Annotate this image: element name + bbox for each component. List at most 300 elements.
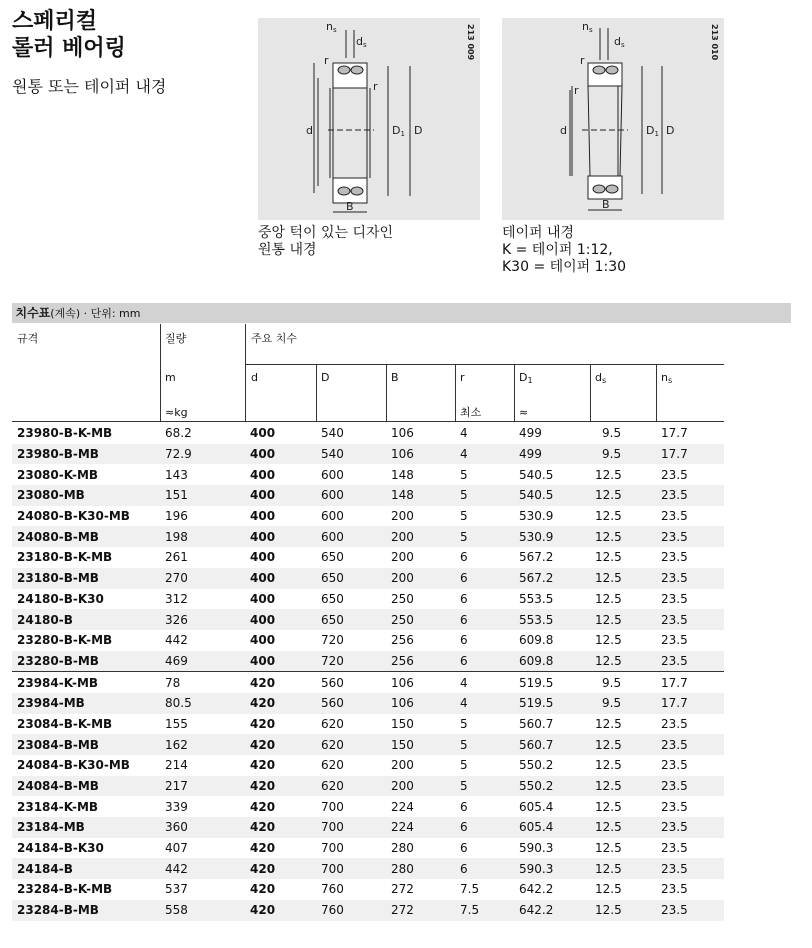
caption-line: 원통 내경 xyxy=(258,242,317,258)
table-row xyxy=(12,714,724,735)
col-header-D1-main: D xyxy=(519,371,528,384)
cell-B: 224 xyxy=(386,817,455,838)
title-line-1: 스페리컬 xyxy=(12,9,98,34)
table-row xyxy=(12,693,724,714)
table-row xyxy=(12,879,724,900)
caption-line: 중앙 턱이 있는 디자인 xyxy=(258,225,394,241)
cell-D: 650 xyxy=(316,547,386,568)
cell-ds: 9.5 xyxy=(590,423,656,444)
fig2-r-label-1: r xyxy=(580,54,585,67)
col-header-ns-sub: s xyxy=(667,376,673,385)
cell-B: 272 xyxy=(386,900,455,921)
cell-designation: 23284-B-K-MB xyxy=(12,879,160,900)
cell-ds: 12.5 xyxy=(590,589,656,610)
cell-ns: 17.7 xyxy=(656,444,724,465)
cell-mass: 339 xyxy=(160,796,245,817)
cell-r: 5 xyxy=(455,776,514,797)
cell-D: 620 xyxy=(316,714,386,735)
cell-ds: 12.5 xyxy=(590,734,656,755)
fig1-code: 213 009 xyxy=(466,24,475,61)
cell-D: 600 xyxy=(316,526,386,547)
cell-d: 400 xyxy=(245,609,316,630)
cell-B: 256 xyxy=(386,651,455,672)
caption-line: K30 = 테이퍼 1:30 xyxy=(502,259,627,275)
cell-D1: 499 xyxy=(514,423,590,444)
cell-d: 400 xyxy=(245,651,316,672)
cell-B: 150 xyxy=(386,714,455,735)
cell-ns: 23.5 xyxy=(656,589,724,610)
cell-d: 400 xyxy=(245,589,316,610)
table-row xyxy=(12,464,724,485)
cell-r: 7.5 xyxy=(455,879,514,900)
cell-ns: 23.5 xyxy=(656,796,724,817)
cell-d: 420 xyxy=(245,838,316,859)
cell-mass: 558 xyxy=(160,900,245,921)
bearing-drawing-tapered xyxy=(502,18,724,220)
cell-D: 600 xyxy=(316,506,386,527)
fig2-D-label: D xyxy=(666,124,675,137)
table-row xyxy=(12,444,724,465)
cell-ns: 17.7 xyxy=(656,693,724,714)
cell-D: 650 xyxy=(316,589,386,610)
cell-d: 420 xyxy=(245,734,316,755)
cell-ds: 9.5 xyxy=(590,444,656,465)
fig1-D1-label: D1 xyxy=(392,124,405,138)
cell-r: 6 xyxy=(455,796,514,817)
cell-ds: 12.5 xyxy=(590,609,656,630)
cell-designation: 23180-B-K-MB xyxy=(12,547,160,568)
cell-d: 420 xyxy=(245,672,316,693)
cell-r: 4 xyxy=(455,672,514,693)
col-header-ds-sub: s xyxy=(601,376,607,385)
table-row xyxy=(12,423,724,444)
table-title-unit: (계속) · 단위: mm xyxy=(50,307,141,320)
fig2-D1-label: D1 xyxy=(646,124,659,138)
cell-D: 600 xyxy=(316,464,386,485)
fig2-code: 213 010 xyxy=(710,24,719,61)
cell-ds: 12.5 xyxy=(590,506,656,527)
table-row xyxy=(12,817,724,838)
cell-r: 5 xyxy=(455,734,514,755)
header-divider xyxy=(656,365,657,421)
cell-d: 420 xyxy=(245,858,316,879)
figure-tapered-bore xyxy=(502,18,724,220)
cell-r: 5 xyxy=(455,526,514,547)
col-header-r: r xyxy=(460,371,465,384)
cell-ds: 12.5 xyxy=(590,858,656,879)
cell-mass: 143 xyxy=(160,464,245,485)
cell-mass: 196 xyxy=(160,506,245,527)
cell-mass: 151 xyxy=(160,485,245,506)
bearing-drawing-cylindrical xyxy=(258,18,480,220)
cell-designation: 23984-MB xyxy=(12,693,160,714)
cell-d: 400 xyxy=(245,526,316,547)
cell-D1: 567.2 xyxy=(514,547,590,568)
cell-ns: 23.5 xyxy=(656,547,724,568)
fig1-ds-label: ds xyxy=(356,35,367,49)
cell-designation: 23280-B-K-MB xyxy=(12,630,160,651)
cell-ds: 12.5 xyxy=(590,651,656,672)
cell-ns: 23.5 xyxy=(656,630,724,651)
cell-d: 420 xyxy=(245,817,316,838)
cell-d: 400 xyxy=(245,630,316,651)
cell-ns: 17.7 xyxy=(656,423,724,444)
header-divider xyxy=(160,324,161,421)
cell-r: 5 xyxy=(455,755,514,776)
cell-ns: 23.5 xyxy=(656,526,724,547)
cell-mass: 442 xyxy=(160,858,245,879)
cell-d: 420 xyxy=(245,879,316,900)
fig1-B-label: B xyxy=(346,200,354,213)
cell-B: 106 xyxy=(386,423,455,444)
cell-mass: 214 xyxy=(160,755,245,776)
cell-D1: 567.2 xyxy=(514,568,590,589)
cell-D1: 519.5 xyxy=(514,672,590,693)
cell-ds: 12.5 xyxy=(590,630,656,651)
cell-designation: 23084-B-MB xyxy=(12,734,160,755)
cell-ds: 12.5 xyxy=(590,547,656,568)
col-header-D: D xyxy=(321,371,330,384)
cell-designation: 24084-B-MB xyxy=(12,776,160,797)
fig2-ns-label: ns xyxy=(582,20,593,34)
figure-caption-cylindrical xyxy=(258,225,393,259)
cell-D1: 642.2 xyxy=(514,879,590,900)
cell-ns: 23.5 xyxy=(656,900,724,921)
cell-ns: 23.5 xyxy=(656,817,724,838)
cell-mass: 312 xyxy=(160,589,245,610)
cell-B: 148 xyxy=(386,464,455,485)
cell-B: 200 xyxy=(386,547,455,568)
cell-designation: 24180-B xyxy=(12,609,160,630)
col-header-ds-main: d xyxy=(595,371,602,384)
cell-B: 250 xyxy=(386,589,455,610)
cell-designation: 23080-MB xyxy=(12,485,160,506)
cell-D1: 609.8 xyxy=(514,651,590,672)
cell-B: 200 xyxy=(386,506,455,527)
cell-ns: 23.5 xyxy=(656,464,724,485)
cell-designation: 23184-K-MB xyxy=(12,796,160,817)
cell-ns: 23.5 xyxy=(656,714,724,735)
cell-d: 420 xyxy=(245,900,316,921)
col-header-d: d xyxy=(251,371,258,384)
table-row xyxy=(12,858,724,879)
cell-B: 280 xyxy=(386,838,455,859)
cell-ds: 9.5 xyxy=(590,672,656,693)
cell-designation: 24184-B xyxy=(12,858,160,879)
cell-B: 224 xyxy=(386,796,455,817)
header-divider xyxy=(316,365,317,421)
fig2-r-label-2: r xyxy=(574,84,579,97)
cell-D: 600 xyxy=(316,485,386,506)
cell-designation: 23280-B-MB xyxy=(12,651,160,672)
fig1-ns-label: ns xyxy=(326,20,337,34)
cell-D1: 609.8 xyxy=(514,630,590,651)
fig1-D-label: D xyxy=(414,124,423,137)
cell-ds: 12.5 xyxy=(590,714,656,735)
cell-r: 6 xyxy=(455,651,514,672)
cell-designation: 23980-B-K-MB xyxy=(12,423,160,444)
table-row xyxy=(12,796,724,817)
cell-ns: 23.5 xyxy=(656,755,724,776)
cell-D1: 540.5 xyxy=(514,464,590,485)
cell-d: 400 xyxy=(245,423,316,444)
cell-r: 5 xyxy=(455,714,514,735)
table-body xyxy=(12,423,724,921)
cell-mass: 80.5 xyxy=(160,693,245,714)
table-row xyxy=(12,838,724,859)
cell-D: 700 xyxy=(316,796,386,817)
cell-mass: 78 xyxy=(160,672,245,693)
table-row xyxy=(12,651,724,672)
cell-D: 720 xyxy=(316,630,386,651)
cell-D: 760 xyxy=(316,879,386,900)
cell-B: 256 xyxy=(386,630,455,651)
cell-d: 420 xyxy=(245,714,316,735)
col-header-D1-sub: 1 xyxy=(527,376,533,385)
cell-ds: 12.5 xyxy=(590,900,656,921)
cell-D1: 590.3 xyxy=(514,838,590,859)
cell-designation: 24180-B-K30 xyxy=(12,589,160,610)
col-header-ds xyxy=(595,371,606,388)
cell-r: 5 xyxy=(455,506,514,527)
cell-D: 540 xyxy=(316,423,386,444)
cell-D: 620 xyxy=(316,734,386,755)
cell-D1: 590.3 xyxy=(514,858,590,879)
cell-B: 272 xyxy=(386,879,455,900)
cell-designation: 24080-B-MB xyxy=(12,526,160,547)
cell-ns: 23.5 xyxy=(656,734,724,755)
table-row xyxy=(12,526,724,547)
cell-mass: 72.9 xyxy=(160,444,245,465)
fig1-r-label-1: r xyxy=(324,54,329,67)
col-header-main-dimensions: 주요 치수 xyxy=(251,332,298,345)
header-divider xyxy=(514,365,515,421)
cell-mass: 68.2 xyxy=(160,423,245,444)
cell-ds: 12.5 xyxy=(590,464,656,485)
cell-designation: 23984-K-MB xyxy=(12,672,160,693)
cell-mass: 442 xyxy=(160,630,245,651)
table-title: 치수표 xyxy=(15,306,51,320)
col-header-mass-symbol: m xyxy=(165,371,176,384)
fig2-B-label: B xyxy=(602,198,610,211)
table-row xyxy=(12,609,724,630)
cell-designation: 23184-MB xyxy=(12,817,160,838)
col-header-designation: 규격 xyxy=(17,332,39,345)
cell-r: 4 xyxy=(455,423,514,444)
cell-ns: 23.5 xyxy=(656,776,724,797)
cell-ns: 23.5 xyxy=(656,568,724,589)
header-divider xyxy=(590,365,591,421)
cell-ns: 23.5 xyxy=(656,485,724,506)
cell-ds: 12.5 xyxy=(590,776,656,797)
cell-D: 620 xyxy=(316,755,386,776)
cell-mass: 407 xyxy=(160,838,245,859)
col-header-mass-unit: ≈kg xyxy=(165,406,188,419)
table-title-bar xyxy=(12,303,791,323)
cell-designation: 24184-B-K30 xyxy=(12,838,160,859)
fig1-r-label-2: r xyxy=(373,80,378,93)
table-row xyxy=(12,485,724,506)
caption-line: K = 테이퍼 1:12, xyxy=(502,242,613,258)
cell-designation: 24084-B-K30-MB xyxy=(12,755,160,776)
cell-D1: 499 xyxy=(514,444,590,465)
cell-ds: 12.5 xyxy=(590,817,656,838)
cell-d: 420 xyxy=(245,755,316,776)
col-header-ns xyxy=(661,371,672,388)
cell-designation: 23180-B-MB xyxy=(12,568,160,589)
cell-D1: 550.2 xyxy=(514,755,590,776)
table-row xyxy=(12,776,724,797)
cell-D: 700 xyxy=(316,817,386,838)
cell-D: 540 xyxy=(316,444,386,465)
cell-B: 280 xyxy=(386,858,455,879)
cell-ns: 23.5 xyxy=(656,609,724,630)
cell-D: 560 xyxy=(316,672,386,693)
cell-d: 400 xyxy=(245,485,316,506)
cell-D: 720 xyxy=(316,651,386,672)
cell-ds: 12.5 xyxy=(590,485,656,506)
cell-D: 650 xyxy=(316,568,386,589)
col-header-D1 xyxy=(519,371,533,388)
header-divider xyxy=(386,365,387,421)
cell-D1: 605.4 xyxy=(514,796,590,817)
cell-D: 760 xyxy=(316,900,386,921)
cell-ds: 12.5 xyxy=(590,568,656,589)
cell-D1: 553.5 xyxy=(514,589,590,610)
fig2-ds-label: ds xyxy=(614,35,625,49)
cell-ns: 23.5 xyxy=(656,879,724,900)
cell-ds: 12.5 xyxy=(590,879,656,900)
cell-ds: 12.5 xyxy=(590,755,656,776)
cell-d: 400 xyxy=(245,464,316,485)
caption-line: 테이퍼 내경 xyxy=(502,225,575,241)
cell-designation: 23080-K-MB xyxy=(12,464,160,485)
cell-D1: 540.5 xyxy=(514,485,590,506)
header-bottom-line xyxy=(12,421,724,422)
cell-B: 106 xyxy=(386,693,455,714)
cell-r: 7.5 xyxy=(455,900,514,921)
table-row xyxy=(12,589,724,610)
cell-mass: 469 xyxy=(160,651,245,672)
cell-d: 400 xyxy=(245,506,316,527)
cell-D: 620 xyxy=(316,776,386,797)
cell-r: 6 xyxy=(455,589,514,610)
cell-mass: 360 xyxy=(160,817,245,838)
col-header-B: B xyxy=(391,371,399,384)
cell-ds: 12.5 xyxy=(590,526,656,547)
cell-d: 400 xyxy=(245,568,316,589)
figure-cylindrical-bore xyxy=(258,18,480,220)
figure-caption-tapered xyxy=(502,225,626,276)
cell-d: 400 xyxy=(245,547,316,568)
cell-B: 200 xyxy=(386,776,455,797)
cell-designation: 23284-B-MB xyxy=(12,900,160,921)
cell-designation: 23084-B-K-MB xyxy=(12,714,160,735)
cell-ns: 23.5 xyxy=(656,858,724,879)
page-title xyxy=(12,8,126,62)
cell-mass: 326 xyxy=(160,609,245,630)
cell-mass: 537 xyxy=(160,879,245,900)
table-row xyxy=(12,547,724,568)
cell-D1: 550.2 xyxy=(514,776,590,797)
cell-B: 106 xyxy=(386,444,455,465)
cell-ns: 23.5 xyxy=(656,651,724,672)
header-divider xyxy=(245,324,246,421)
cell-mass: 198 xyxy=(160,526,245,547)
cell-designation: 24080-B-K30-MB xyxy=(12,506,160,527)
cell-B: 150 xyxy=(386,734,455,755)
cell-B: 148 xyxy=(386,485,455,506)
page-subtitle: 원통 또는 테이퍼 내경 xyxy=(12,77,167,96)
header-divider xyxy=(455,365,456,421)
cell-d: 420 xyxy=(245,796,316,817)
cell-D1: 553.5 xyxy=(514,609,590,630)
dimension-table xyxy=(12,423,724,921)
col-header-D1-approx: ≈ xyxy=(519,406,529,419)
cell-d: 400 xyxy=(245,444,316,465)
cell-r: 6 xyxy=(455,858,514,879)
cell-designation: 23980-B-MB xyxy=(12,444,160,465)
cell-D: 700 xyxy=(316,838,386,859)
cell-d: 420 xyxy=(245,693,316,714)
cell-mass: 261 xyxy=(160,547,245,568)
table-row xyxy=(12,672,724,693)
cell-r: 5 xyxy=(455,485,514,506)
cell-r: 6 xyxy=(455,547,514,568)
cell-ns: 17.7 xyxy=(656,672,724,693)
table-row xyxy=(12,568,724,589)
cell-B: 200 xyxy=(386,526,455,547)
cell-D1: 530.9 xyxy=(514,526,590,547)
cell-r: 6 xyxy=(455,609,514,630)
cell-r: 4 xyxy=(455,444,514,465)
fig1-d-label: d xyxy=(306,124,313,137)
cell-ds: 12.5 xyxy=(590,838,656,859)
cell-mass: 270 xyxy=(160,568,245,589)
title-line-2: 롤러 베어링 xyxy=(12,36,126,61)
cell-D1: 642.2 xyxy=(514,900,590,921)
cell-r: 6 xyxy=(455,630,514,651)
cell-B: 250 xyxy=(386,609,455,630)
cell-r: 6 xyxy=(455,817,514,838)
header-divider xyxy=(245,364,724,365)
cell-ns: 23.5 xyxy=(656,838,724,859)
cell-r: 4 xyxy=(455,693,514,714)
table-row xyxy=(12,755,724,776)
table-row xyxy=(12,900,724,921)
cell-mass: 217 xyxy=(160,776,245,797)
cell-D: 650 xyxy=(316,609,386,630)
cell-ds: 9.5 xyxy=(590,693,656,714)
col-header-ns-main: n xyxy=(661,371,668,384)
cell-D1: 605.4 xyxy=(514,817,590,838)
cell-ds: 12.5 xyxy=(590,796,656,817)
cell-B: 106 xyxy=(386,672,455,693)
cell-r: 6 xyxy=(455,568,514,589)
cell-D: 700 xyxy=(316,858,386,879)
cell-D1: 530.9 xyxy=(514,506,590,527)
cell-mass: 162 xyxy=(160,734,245,755)
cell-D1: 519.5 xyxy=(514,693,590,714)
cell-D: 560 xyxy=(316,693,386,714)
table-row xyxy=(12,630,724,651)
cell-r: 6 xyxy=(455,838,514,859)
cell-ns: 23.5 xyxy=(656,506,724,527)
table-row xyxy=(12,734,724,755)
cell-D1: 560.7 xyxy=(514,734,590,755)
fig2-d-label: d xyxy=(560,124,567,137)
col-header-r-min: 최소 xyxy=(460,406,482,419)
